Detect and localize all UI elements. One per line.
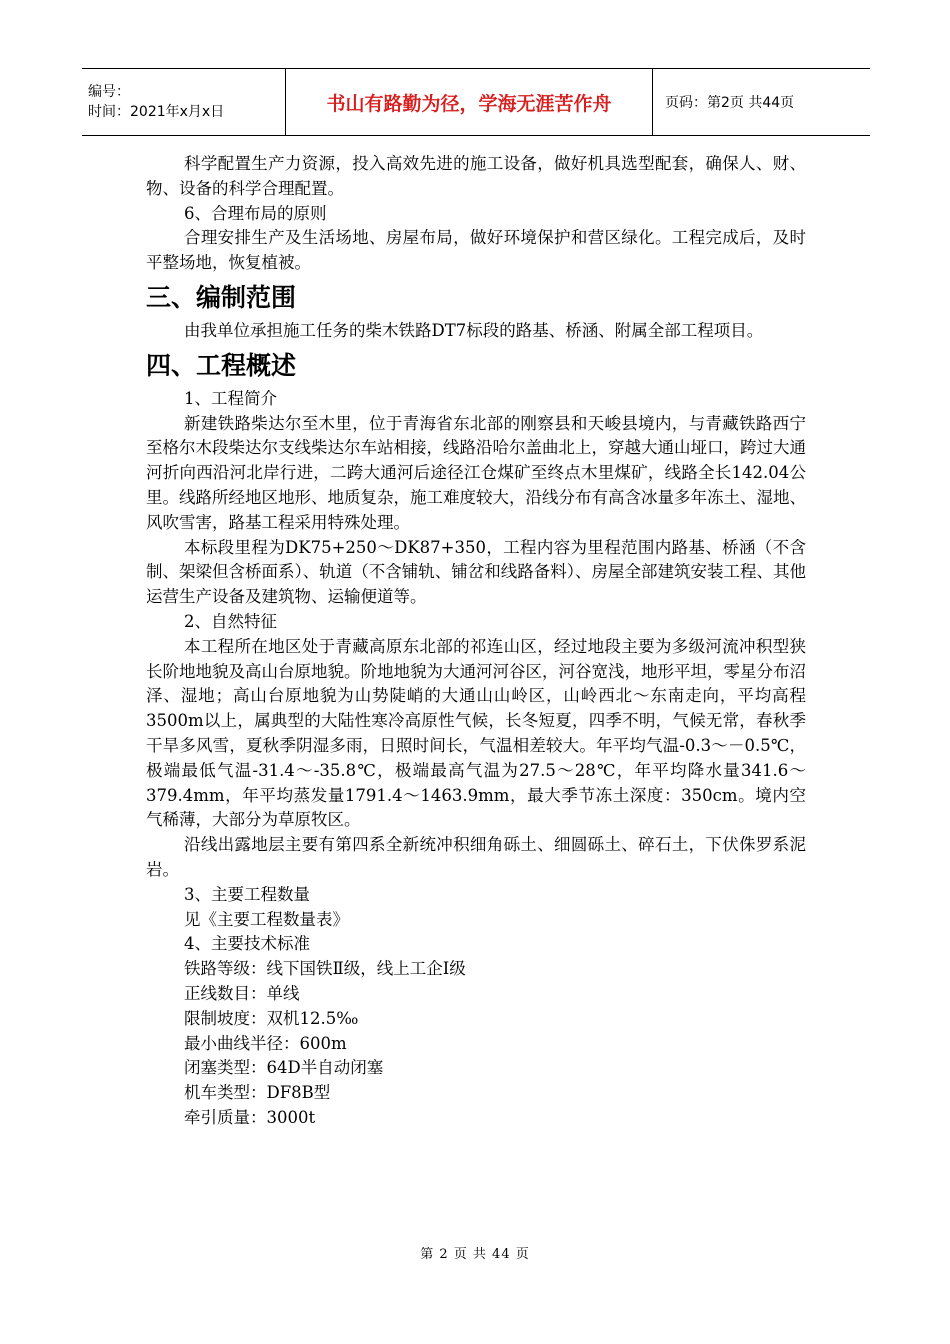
list-item: 2、自然特征	[184, 611, 277, 631]
list-item: 4、主要技术标准	[184, 934, 310, 954]
header-date: 时间：2021年x月x日	[88, 104, 225, 120]
list-item: 6、合理布局的原则	[184, 203, 327, 223]
header-motto: 书山有路勤为径，学海无涯苦作舟	[286, 69, 653, 136]
spec-line: 机车类型：DF8B型	[184, 1083, 331, 1103]
header-number: 编号：	[88, 84, 130, 100]
paragraph: 由我单位承担施工任务的柴木铁路DT7标段的路基、桥涵、附属全部工程项目。	[184, 320, 764, 340]
spec-line: 正线数目：单线	[184, 983, 300, 1003]
paragraph: 本标段里程为DK75+250～DK87+350，工程内容为里程范围内路基、桥涵（不含制、架梁但含桥面系）、轨道（不含铺轨、铺岔和线路备料）、房屋全部建筑安装工程、其他运营生产设备及建筑物、运输便道等。	[146, 537, 806, 607]
page-header	[82, 68, 870, 136]
list-item: 3、主要工程数量	[184, 884, 310, 904]
section-heading-overview: 四、工程概述	[146, 350, 297, 380]
spec-line: 限制坡度：双机12.5‰	[184, 1008, 359, 1028]
paragraph: 沿线出露地层主要有第四系全新统冲积细角砾土、细圆砾土、碎石土，下伏侏罗系泥岩。	[146, 835, 806, 879]
spec-line: 铁路等级：线下国铁Ⅱ级，线上工企Ⅰ级	[184, 959, 466, 979]
paragraph: 合理安排生产及生活场地、房屋布局，做好环境保护和营区绿化。工程完成后，及时平整场地，恢复植被。	[146, 228, 806, 273]
spec-line: 最小曲线半径：600m	[184, 1033, 347, 1053]
paragraph: 新建铁路柴达尔至木里，位于青海省东北部的刚察县和天峻县境内，与青藏铁路西宁至格尔木段柴达尔支线柴达尔车站相接，线路沿哈尔盖曲北上，穿越大通山垭口，跨过大通河折向西沿河北岸行进，二跨大通河后途径江仓煤矿至终点木里煤矿，线路全长142.04公里。线路所经地区地形、地质复杂，施工难度较大，沿线分布有高含冰量多年冻土、湿地、风吹雪害，路基工程采用特殊处理。	[146, 413, 806, 532]
spec-line: 闭塞类型：64D半自动闭塞	[184, 1058, 384, 1078]
page-footer: 第 2 页 共 44 页	[420, 1247, 530, 1262]
document-body	[146, 152, 806, 1131]
spec-line: 牵引质量：3000t	[184, 1107, 316, 1127]
paragraph: 科学配置生产力资源，投入高效先进的施工设备，做好机具选型配套，确保人、财、物、设备的科学合理配置。	[146, 154, 806, 198]
header-page-info: 页码：第2页 共44页	[653, 69, 871, 136]
section-heading-scope: 三、编制范围	[146, 282, 297, 312]
list-item: 1、工程简介	[184, 388, 277, 408]
header-meta	[82, 69, 286, 136]
paragraph: 本工程所在地区处于青藏高原东北部的祁连山区，经过地段主要为多级河流冲积型狭长阶地地貌及高山台原地貌。阶地地貌为大通河河谷区，河谷宽浅，地形平坦，零星分布沼泽、湿地；高山台原地貌为山势陡峭的大通山山岭区，山岭西北～东南走向，平均高程3500m以上，属典型的大陆性寒冷高原性气候，长冬短夏，四季不明，气候无常，春秋季干旱多风雪，夏秋季阴湿多雨，日照时间长，气温相差较大。年平均气温-0.3～－0.5℃，极端最低气温-31.4～-35.8℃，极端最高气温为27.5～28℃，年平均降水量341.6～379.4mm，年平均蒸发量1791.4～1463.9mm，最大季节冻土深度：350cm。境内空气稀薄，大部分为草原牧区。	[146, 636, 806, 830]
list-item: 见《主要工程数量表》	[184, 909, 349, 929]
